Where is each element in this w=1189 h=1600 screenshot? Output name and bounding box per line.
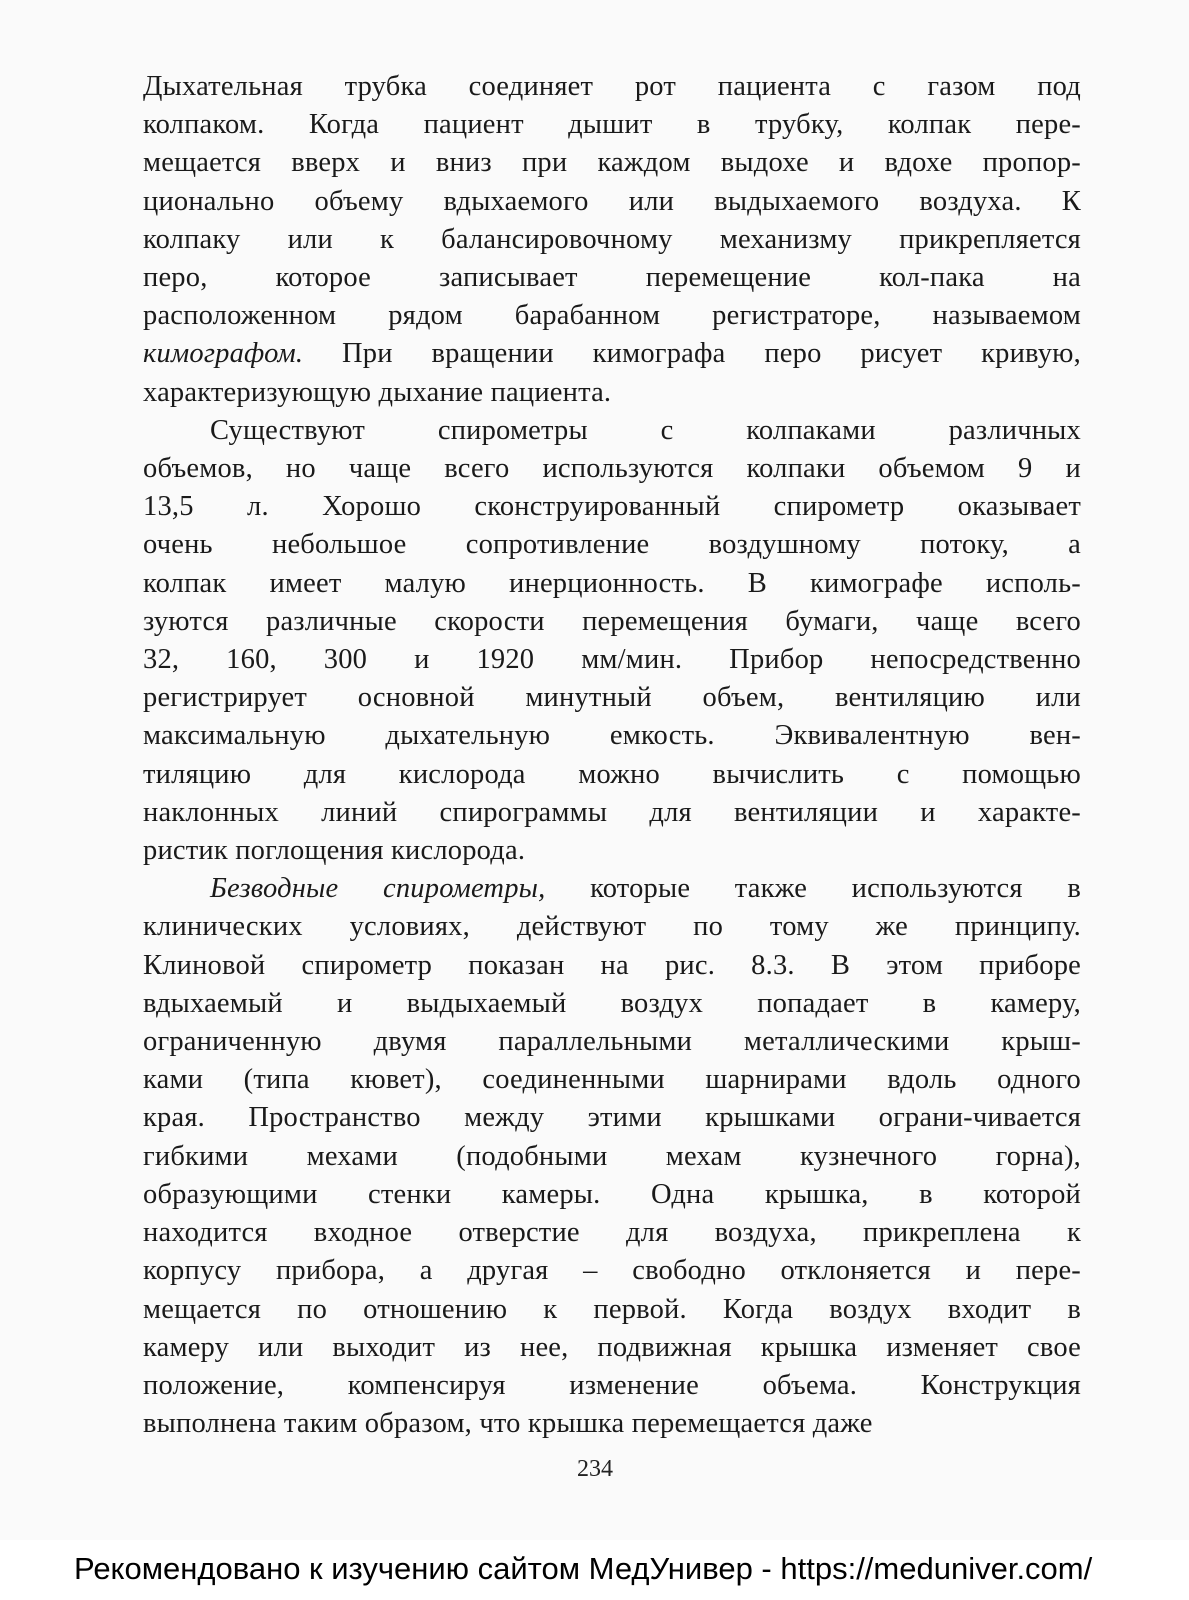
text-run: мещается вверх и вниз при каждом выдохе и вдохе пропор- [143,147,1081,179]
italic-term: кимографом. [143,338,304,370]
text-line [143,68,1081,106]
text-run: образующими стенки камеры. Одна крышка, в которой [143,1178,1081,1210]
text-run: колпаком. Когда пациент дышит в трубку, колпак пере- [143,109,1081,141]
text-line [143,679,1081,717]
text-line [143,1176,1081,1214]
text-line [143,1367,1081,1405]
paragraph [143,870,1081,1443]
text-run: максимальную дыхательную емкость. Эквивалентную вен- [143,720,1081,752]
text-line [143,488,1081,526]
text-line [143,717,1081,755]
text-run: положение, компенсируя изменение объема. Конструкция [143,1369,1081,1401]
text-line [143,1252,1081,1290]
text-run: наклонных линий спирограммы для вентиляции и характе- [143,796,1081,828]
text-line [143,908,1081,946]
body-text [143,68,1081,1443]
text-run: гибкими мехами (подобными мехам кузнечного горна), [143,1140,1081,1172]
text-line [143,565,1081,603]
footer-recommendation-link[interactable]: Рекомендовано к изучению сайтом МедУнивер - https://meduniver.com/ [74,1551,1093,1586]
text-run: перо, которое записывает перемещение кол-пака на [143,262,1081,294]
paragraph [143,68,1081,412]
text-run: объемов, но чаще всего используются колпаки объемом 9 и [143,453,1081,485]
text-line [143,1291,1081,1329]
text-line [143,1214,1081,1252]
text-run: которые также используются в [545,873,1081,905]
text-line [143,985,1081,1023]
page-number: 234 [577,1456,613,1482]
text-line [143,870,1081,908]
text-line [143,794,1081,832]
text-line [143,297,1081,335]
text-run: ционально объему вдыхаемого или выдыхаемого воздуха. К [143,185,1081,217]
text-run: ристик поглощения кислорода. [143,835,526,867]
text-line [143,335,1081,373]
text-line [143,1329,1081,1367]
text-line [143,832,1081,870]
text-line [143,641,1081,679]
text-line [143,947,1081,985]
text-run: очень небольшое сопротивление воздушному потоку, а [143,529,1081,561]
text-line [143,1023,1081,1061]
text-run: выполнена таким образом, что крышка перемещается даже [143,1408,873,1440]
text-run: ограниченную двумя параллельными металлическими крыш- [143,1026,1081,1058]
paragraph [143,412,1081,870]
text-run: Клиновой спирометр показан на рис. 8.3. В этом приборе [143,949,1081,981]
text-run: 13,5 л. Хорошо сконструированный спирометр оказывает [143,491,1081,523]
text-run: вдыхаемый и выдыхаемый воздух попадает в камеру, [143,987,1081,1019]
text-run: регистрирует основной минутный объем, вентиляцию или [143,682,1081,714]
text-run: тиляцию для кислорода можно вычислить с помощью [143,758,1081,790]
text-line [143,183,1081,221]
text-run: Дыхательная трубка соединяет рот пациента с газом под [143,71,1081,102]
text-run: Существуют спирометры с колпаками различных [210,414,1081,446]
text-line [143,374,1081,412]
italic-term: Безводные спирометры, [210,873,546,905]
text-run: ками (типа кювет), соединенными шарнирами вдоль одного [143,1064,1081,1096]
text-run: колпак имеет малую инерционность. В кимографе исполь- [143,567,1081,599]
text-line [143,1405,1081,1443]
text-run: края. Пространство между этими крышками ограни-чивается [143,1102,1081,1134]
text-line [143,412,1081,450]
text-run: расположенном рядом барабанном регистраторе, называемом [143,300,1081,332]
text-run: клинических условиях, действуют по тому же принципу. [143,911,1081,943]
text-run: зуются различные скорости перемещения бумаги, чаще всего [143,605,1081,637]
text-line [143,1099,1081,1137]
text-line [143,526,1081,564]
text-run: находится входное отверстие для воздуха, прикреплена к [143,1217,1081,1249]
text-line [143,450,1081,488]
text-run: При вращении кимографа перо рисует кривую, [303,338,1081,370]
text-run: колпаку или к балансировочному механизму прикрепляется [143,223,1081,255]
text-run: корпусу прибора, а другая – свободно отклоняется и пере- [143,1255,1081,1287]
text-run: характеризующую дыхание пациента. [143,376,612,408]
text-line [143,144,1081,182]
text-run: камеру или выходит из нее, подвижная крышка изменяет свое [143,1331,1081,1363]
text-line [143,756,1081,794]
text-line [143,259,1081,297]
text-run: мещается по отношению к первой. Когда воздух входит в [143,1293,1081,1325]
text-line [143,1138,1081,1176]
text-line [143,106,1081,144]
text-line [143,1061,1081,1099]
text-line [143,603,1081,641]
text-run: 32, 160, 300 и 1920 мм/мин. Прибор непосредственно [143,644,1081,676]
text-line [143,221,1081,259]
